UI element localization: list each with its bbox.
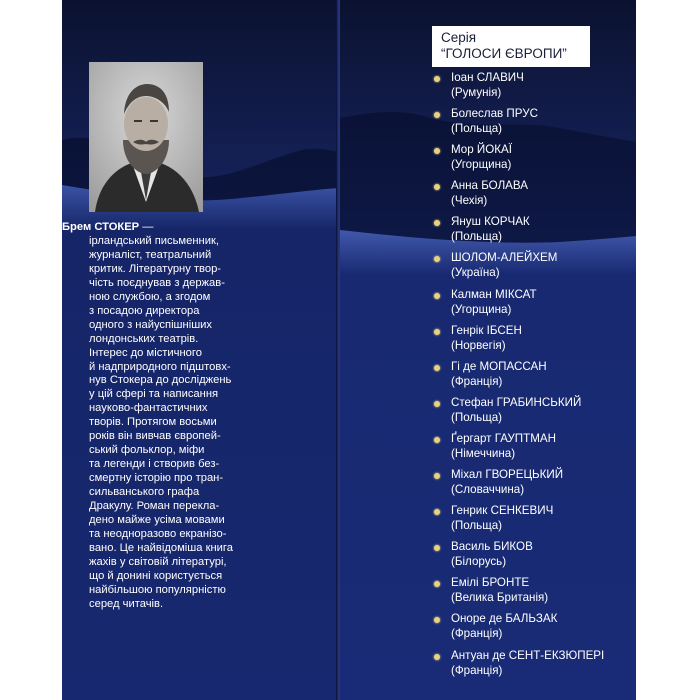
author-list-item (434, 504, 634, 540)
bio-line: й надприродного підштовх- (89, 360, 231, 373)
bio-line: з посадою директора (89, 304, 200, 317)
portrait-image (89, 62, 203, 212)
author-name: Іоан СЛАВИЧ (451, 71, 524, 84)
bullet-dot-icon (434, 617, 440, 623)
bio-line: жахів у світовій літературі, (89, 555, 227, 568)
author-name: Анна БОЛАВА (451, 179, 528, 193)
author-name: Ґергарт ГАУПТМАН (451, 431, 556, 445)
bullet-dot-icon (434, 509, 440, 515)
author-name: Емілі БРОНТЕ (451, 576, 530, 590)
author-country: (Франція) (451, 663, 503, 677)
author-country: (Польща) (451, 122, 503, 136)
author-list-item (434, 468, 634, 504)
series-authors-list (434, 71, 634, 685)
bullet-dot-icon (434, 329, 440, 335)
bullet-dot-icon (434, 76, 440, 82)
bio-line: смертну історію про тран- (89, 472, 224, 485)
bullet-dot-icon (434, 437, 440, 443)
author-name: Калман МІКСАТ (451, 287, 537, 301)
author-name: ШОЛОМ-АЛЕЙХЕМ (451, 251, 558, 265)
bio-line: лондонських театрів. (89, 332, 199, 345)
author-list-item (434, 432, 634, 468)
bio-line: ною службою, а згодом (89, 290, 211, 303)
author-country: (Білорусь) (451, 555, 507, 569)
author-name: Стефан ГРАБИНСЬКИЙ (451, 395, 582, 409)
author-country: (Польща) (451, 410, 503, 424)
bio-line: дено майже усіма мовами (89, 514, 225, 527)
bio-line: що й донині користується (89, 569, 223, 582)
bio-author-name: Брем СТОКЕР (62, 221, 140, 233)
author-country: (Німеччина) (451, 446, 516, 460)
bullet-dot-icon (434, 293, 440, 299)
bullet-dot-icon (434, 401, 440, 407)
bio-line: найбільшою популярністю (89, 583, 226, 596)
author-country: (Велика Британія) (451, 591, 549, 605)
bio-line: науково-фантастичних (89, 402, 208, 415)
bio-line: нув Стокера до досліджень (89, 374, 232, 387)
author-list-item (434, 215, 634, 251)
author-name: Генрик СЕНКЕВИЧ (451, 504, 554, 518)
bio-line: Інтерес до містичного (89, 346, 202, 359)
author-country: (Польща) (451, 519, 503, 533)
bullet-dot-icon (434, 184, 440, 190)
bio-line: одного з найуспішніших (89, 318, 213, 331)
series-label-line1: Серія (441, 30, 477, 45)
author-list-item (434, 396, 634, 432)
bullet-dot-icon (434, 220, 440, 226)
author-name: Оноре де БАЛЬЗАК (451, 612, 558, 626)
bullet-dot-icon (434, 545, 440, 551)
bio-line: серед читачів. (89, 597, 164, 610)
author-list-item (434, 576, 634, 612)
author-list-item (434, 612, 634, 648)
bio-dash: — (139, 221, 154, 233)
author-name: Василь БИКОВ (451, 540, 533, 554)
bio-line: та неодноразово екранізо- (89, 527, 227, 540)
author-list-item (434, 107, 634, 143)
author-list-item (434, 179, 634, 215)
bio-line: у цій сфері та написання (89, 388, 219, 401)
bullet-dot-icon (434, 112, 440, 118)
bio-line: вано. Це найвідоміша книга (89, 541, 233, 554)
bullet-dot-icon (434, 256, 440, 262)
author-country: (Угорщина) (451, 302, 512, 316)
author-country: (Румунія) (451, 86, 502, 99)
author-list-item (434, 251, 634, 287)
bullet-dot-icon (434, 581, 440, 587)
bio-line: та легенди і створив без- (89, 458, 220, 471)
author-country: (Норвегія) (451, 338, 506, 352)
author-list-item (434, 288, 634, 324)
bio-line: років він вивчав європей- (89, 430, 221, 443)
bio-line: ський фольклор, міфи (89, 444, 205, 457)
author-country: (Франція) (451, 374, 503, 388)
series-label-line2: “ГОЛОСИ ЄВРОПИ” (441, 46, 567, 61)
author-country: (Польща) (451, 230, 503, 244)
author-country: (Угорщина) (451, 158, 512, 172)
bio-line: творів. Протягом восьми (89, 416, 217, 429)
author-name: Генрік ІБСЕН (451, 323, 522, 337)
author-biography (62, 221, 272, 612)
author-portrait-photo (89, 62, 203, 212)
bio-line: ірландський письменник, (89, 234, 219, 247)
author-country: (Франція) (451, 627, 503, 641)
author-list-item (434, 324, 634, 360)
bullet-dot-icon (434, 365, 440, 371)
author-name: Гі де МОПАССАН (451, 359, 547, 373)
author-country: (Чехія) (451, 194, 488, 208)
bio-line (62, 221, 272, 235)
author-list-item (434, 143, 634, 179)
author-list-item (434, 360, 634, 396)
series-label (432, 26, 590, 67)
bio-line: чість поєднував з держав- (89, 276, 225, 289)
author-name: Антуан де СЕНТ-ЕКЗЮПЕРІ (451, 648, 605, 662)
author-name: Болеслав ПРУС (451, 107, 538, 121)
bullet-dot-icon (434, 654, 440, 660)
bio-line: сильванського графа (89, 486, 200, 499)
author-name: Януш КОРЧАК (451, 215, 530, 229)
author-list-item (434, 71, 634, 107)
author-name: Міхал ГВОРЕЦЬКИЙ (451, 468, 564, 482)
author-list-item (434, 540, 634, 576)
author-country: (Словаччина) (451, 483, 525, 497)
bullet-dot-icon (434, 473, 440, 479)
author-name: Мор ЙОКАЇ (451, 143, 512, 157)
author-list-item (434, 649, 634, 685)
bio-line: Дракулу. Роман перекла- (89, 500, 220, 513)
bullet-dot-icon (434, 148, 440, 154)
author-country: (Україна) (451, 266, 500, 280)
bio-line: критик. Літературну твор- (89, 262, 222, 275)
bio-line: журналіст, театральний (89, 248, 212, 261)
